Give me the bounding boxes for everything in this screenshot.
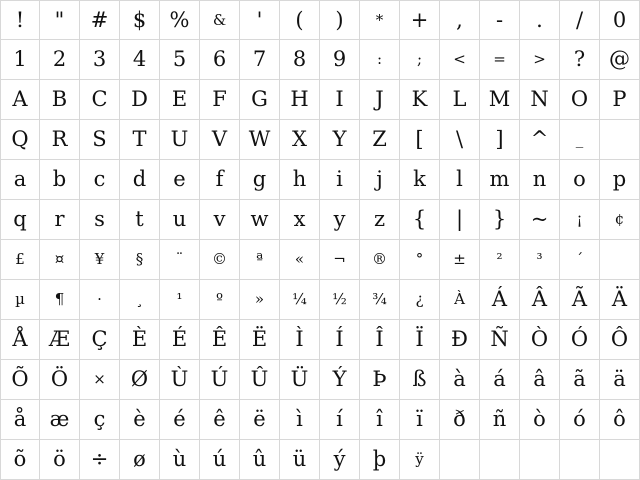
glyph-cell[interactable]: % (160, 0, 200, 40)
glyph-cell[interactable]: A (0, 80, 40, 120)
glyph-cell[interactable]: Ó (560, 320, 600, 360)
glyph-cell[interactable]: P (600, 80, 640, 120)
glyph-cell[interactable]: } (480, 200, 520, 240)
glyph-cell[interactable]: ) (320, 0, 360, 40)
glyph-cell[interactable]: Ö (40, 360, 80, 400)
glyph-cell[interactable]: Ù (160, 360, 200, 400)
glyph-cell[interactable]: H (280, 80, 320, 120)
glyph-cell[interactable]: î (360, 400, 400, 440)
glyph-cell[interactable]: 6 (200, 40, 240, 80)
glyph-cell[interactable]: " (40, 0, 80, 40)
glyph-cell[interactable]: ò (520, 400, 560, 440)
glyph-cell[interactable]: ½ (320, 280, 360, 320)
glyph-cell[interactable]: g (240, 160, 280, 200)
glyph-cell[interactable]: ^ (520, 120, 560, 160)
glyph-cell[interactable]: G (240, 80, 280, 120)
glyph-cell[interactable]: 3 (80, 40, 120, 80)
glyph-cell[interactable]: ¾ (360, 280, 400, 320)
glyph-cell[interactable]: Ì (280, 320, 320, 360)
glyph-cell[interactable]: ê (200, 400, 240, 440)
glyph-cell[interactable]: , (440, 0, 480, 40)
glyph-cell[interactable]: Ê (200, 320, 240, 360)
glyph-cell[interactable]: T (120, 120, 160, 160)
glyph-cell[interactable]: W (240, 120, 280, 160)
glyph-cell[interactable]: ñ (480, 400, 520, 440)
glyph-cell[interactable]: u (160, 200, 200, 240)
glyph-cell[interactable]: # (80, 0, 120, 40)
glyph-cell[interactable]: À (440, 280, 480, 320)
glyph-cell[interactable]: / (560, 0, 600, 40)
glyph-cell[interactable]: × (80, 360, 120, 400)
glyph-cell[interactable]: i (320, 160, 360, 200)
glyph-cell[interactable]: ± (440, 240, 480, 280)
glyph-cell[interactable]: æ (40, 400, 80, 440)
glyph-cell[interactable]: ³ (520, 240, 560, 280)
glyph-cell[interactable]: p (600, 160, 640, 200)
glyph-cell[interactable]: ì (280, 400, 320, 440)
glyph-cell[interactable]: \ (440, 120, 480, 160)
glyph-cell[interactable]: O (560, 80, 600, 120)
glyph-cell[interactable]: Ä (600, 280, 640, 320)
glyph-cell[interactable]: ü (280, 440, 320, 480)
glyph-cell[interactable]: ª (240, 240, 280, 280)
glyph-cell[interactable]: û (240, 440, 280, 480)
glyph-cell[interactable]: @ (600, 40, 640, 80)
glyph-cell[interactable]: ¤ (40, 240, 80, 280)
glyph-cell[interactable]: ô (600, 400, 640, 440)
glyph-cell[interactable]: 7 (240, 40, 280, 80)
glyph-cell[interactable]: q (0, 200, 40, 240)
glyph-cell[interactable]: ï (400, 400, 440, 440)
glyph-cell[interactable]: ( (280, 0, 320, 40)
glyph-cell[interactable]: ¥ (80, 240, 120, 280)
glyph-cell[interactable]: è (120, 400, 160, 440)
glyph-cell[interactable]: c (80, 160, 120, 200)
glyph-cell[interactable]: Á (480, 280, 520, 320)
glyph-cell[interactable]: ë (240, 400, 280, 440)
glyph-cell-empty[interactable] (600, 240, 640, 280)
glyph-cell[interactable]: s (80, 200, 120, 240)
glyph-cell[interactable]: å (0, 400, 40, 440)
glyph-cell[interactable]: Â (520, 280, 560, 320)
glyph-cell[interactable]: & (200, 0, 240, 40)
glyph-cell[interactable]: Ô (600, 320, 640, 360)
glyph-cell[interactable]: Q (0, 120, 40, 160)
glyph-cell[interactable]: ¼ (280, 280, 320, 320)
glyph-cell[interactable]: § (120, 240, 160, 280)
glyph-cell[interactable]: _ (560, 120, 600, 160)
glyph-cell[interactable]: d (120, 160, 160, 200)
glyph-cell[interactable]: ´ (560, 240, 600, 280)
glyph-cell[interactable]: o (560, 160, 600, 200)
glyph-cell[interactable]: 4 (120, 40, 160, 80)
glyph-cell-empty[interactable] (600, 440, 640, 480)
glyph-cell[interactable]: ¿ (400, 280, 440, 320)
glyph-cell[interactable]: > (520, 40, 560, 80)
glyph-cell[interactable]: m (480, 160, 520, 200)
glyph-cell[interactable]: º (200, 280, 240, 320)
glyph-cell[interactable]: f (200, 160, 240, 200)
glyph-cell[interactable]: · (80, 280, 120, 320)
glyph-cell[interactable]: < (440, 40, 480, 80)
glyph-cell[interactable]: à (440, 360, 480, 400)
glyph-cell[interactable]: ó (560, 400, 600, 440)
glyph-cell[interactable]: C (80, 80, 120, 120)
glyph-cell[interactable]: y (320, 200, 360, 240)
glyph-cell[interactable]: Ë (240, 320, 280, 360)
glyph-cell[interactable]: [ (400, 120, 440, 160)
glyph-cell[interactable]: Þ (360, 360, 400, 400)
glyph-cell[interactable]: w (240, 200, 280, 240)
glyph-cell[interactable]: J (360, 80, 400, 120)
glyph-cell-empty[interactable] (560, 440, 600, 480)
glyph-cell[interactable]: Í (320, 320, 360, 360)
glyph-cell[interactable]: µ (0, 280, 40, 320)
glyph-cell[interactable]: : (360, 40, 400, 80)
glyph-cell[interactable]: n (520, 160, 560, 200)
glyph-cell[interactable]: Ç (80, 320, 120, 360)
glyph-cell[interactable]: ¸ (120, 280, 160, 320)
glyph-cell[interactable]: É (160, 320, 200, 360)
glyph-cell[interactable]: Ü (280, 360, 320, 400)
glyph-cell[interactable]: $ (120, 0, 160, 40)
glyph-cell[interactable]: k (400, 160, 440, 200)
glyph-cell[interactable]: ¬ (320, 240, 360, 280)
glyph-cell[interactable]: é (160, 400, 200, 440)
glyph-cell[interactable]: Å (0, 320, 40, 360)
glyph-cell[interactable]: » (240, 280, 280, 320)
glyph-cell[interactable]: Ý (320, 360, 360, 400)
glyph-cell[interactable]: 2 (40, 40, 80, 80)
glyph-cell[interactable]: ° (400, 240, 440, 280)
glyph-cell[interactable]: + (400, 0, 440, 40)
glyph-cell[interactable]: ? (560, 40, 600, 80)
glyph-cell[interactable]: ÿ (400, 440, 440, 480)
glyph-cell[interactable]: 9 (320, 40, 360, 80)
glyph-cell[interactable]: ' (240, 0, 280, 40)
glyph-cell[interactable]: õ (0, 440, 40, 480)
glyph-cell[interactable]: í (320, 400, 360, 440)
glyph-cell[interactable]: R (40, 120, 80, 160)
glyph-cell[interactable]: h (280, 160, 320, 200)
glyph-cell[interactable]: | (440, 200, 480, 240)
glyph-cell[interactable]: Ã (560, 280, 600, 320)
glyph-cell[interactable]: l (440, 160, 480, 200)
glyph-cell[interactable]: ¨ (160, 240, 200, 280)
glyph-cell[interactable]: Ø (120, 360, 160, 400)
glyph-cell[interactable]: â (520, 360, 560, 400)
glyph-cell[interactable]: ÷ (80, 440, 120, 480)
glyph-cell[interactable]: ä (600, 360, 640, 400)
glyph-cell[interactable]: X (280, 120, 320, 160)
glyph-cell[interactable]: á (480, 360, 520, 400)
glyph-cell[interactable]: v (200, 200, 240, 240)
glyph-cell[interactable]: Ï (400, 320, 440, 360)
glyph-cell[interactable]: « (280, 240, 320, 280)
glyph-cell[interactable]: ¢ (600, 200, 640, 240)
glyph-cell[interactable]: ù (160, 440, 200, 480)
glyph-cell[interactable]: Õ (0, 360, 40, 400)
glyph-cell[interactable]: F (200, 80, 240, 120)
glyph-cell[interactable]: Z (360, 120, 400, 160)
glyph-cell[interactable]: e (160, 160, 200, 200)
glyph-cell[interactable]: ] (480, 120, 520, 160)
glyph-cell[interactable]: Ñ (480, 320, 520, 360)
glyph-cell[interactable]: 0 (600, 0, 640, 40)
glyph-cell[interactable]: Ú (200, 360, 240, 400)
glyph-cell[interactable]: { (400, 200, 440, 240)
glyph-cell[interactable]: 8 (280, 40, 320, 80)
glyph-cell[interactable]: ã (560, 360, 600, 400)
glyph-cell[interactable]: þ (360, 440, 400, 480)
glyph-cell[interactable]: = (480, 40, 520, 80)
glyph-cell[interactable]: E (160, 80, 200, 120)
glyph-cell[interactable]: ! (0, 0, 40, 40)
glyph-cell-empty[interactable] (600, 120, 640, 160)
glyph-cell[interactable]: ® (360, 240, 400, 280)
glyph-cell[interactable]: * (360, 0, 400, 40)
glyph-cell[interactable]: Æ (40, 320, 80, 360)
glyph-cell[interactable]: ð (440, 400, 480, 440)
glyph-cell-empty[interactable] (480, 440, 520, 480)
glyph-cell[interactable]: I (320, 80, 360, 120)
glyph-cell[interactable]: ¡ (560, 200, 600, 240)
glyph-cell[interactable]: K (400, 80, 440, 120)
glyph-cell[interactable]: V (200, 120, 240, 160)
glyph-cell[interactable]: M (480, 80, 520, 120)
glyph-cell[interactable]: £ (0, 240, 40, 280)
glyph-cell[interactable]: ; (400, 40, 440, 80)
glyph-cell[interactable]: © (200, 240, 240, 280)
glyph-cell[interactable]: ~ (520, 200, 560, 240)
glyph-cell[interactable]: ² (480, 240, 520, 280)
glyph-cell[interactable]: N (520, 80, 560, 120)
glyph-cell[interactable]: D (120, 80, 160, 120)
glyph-cell[interactable]: x (280, 200, 320, 240)
glyph-cell[interactable]: b (40, 160, 80, 200)
glyph-cell[interactable]: ö (40, 440, 80, 480)
glyph-cell[interactable]: ø (120, 440, 160, 480)
glyph-cell[interactable]: S (80, 120, 120, 160)
glyph-cell[interactable]: r (40, 200, 80, 240)
glyph-cell[interactable]: z (360, 200, 400, 240)
glyph-cell-empty[interactable] (440, 440, 480, 480)
glyph-cell[interactable]: - (480, 0, 520, 40)
glyph-cell[interactable]: ú (200, 440, 240, 480)
glyph-cell[interactable]: ¶ (40, 280, 80, 320)
glyph-cell[interactable]: 1 (0, 40, 40, 80)
glyph-cell[interactable]: Ð (440, 320, 480, 360)
glyph-cell[interactable]: Î (360, 320, 400, 360)
glyph-cell-empty[interactable] (520, 440, 560, 480)
glyph-cell[interactable]: B (40, 80, 80, 120)
glyph-cell[interactable]: t (120, 200, 160, 240)
glyph-cell[interactable]: Ò (520, 320, 560, 360)
glyph-cell[interactable]: a (0, 160, 40, 200)
glyph-cell[interactable]: U (160, 120, 200, 160)
glyph-cell[interactable]: ý (320, 440, 360, 480)
glyph-cell[interactable]: ß (400, 360, 440, 400)
glyph-cell[interactable]: j (360, 160, 400, 200)
glyph-cell[interactable]: Û (240, 360, 280, 400)
glyph-cell[interactable]: Y (320, 120, 360, 160)
glyph-cell[interactable]: ¹ (160, 280, 200, 320)
glyph-cell[interactable]: L (440, 80, 480, 120)
glyph-cell[interactable]: 5 (160, 40, 200, 80)
glyph-cell[interactable]: È (120, 320, 160, 360)
glyph-cell[interactable]: ç (80, 400, 120, 440)
glyph-cell[interactable]: . (520, 0, 560, 40)
